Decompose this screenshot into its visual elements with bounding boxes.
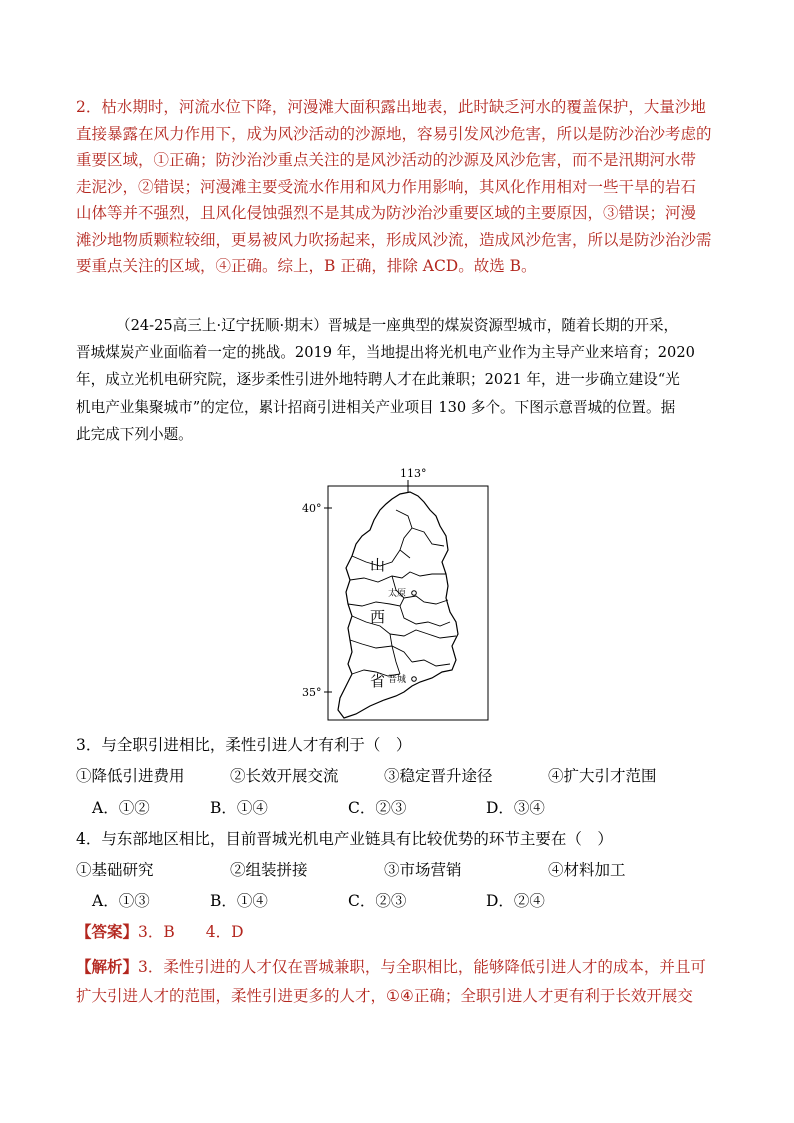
question-4-option-2: ②组装拼接 xyxy=(230,861,308,879)
question-4-choice-c[interactable]: C．②③ xyxy=(348,892,407,910)
question-3-choice-a[interactable]: A．①② xyxy=(92,799,150,817)
text-line: 晋城煤炭产业面临着一定的挑战。2019 年，当地提出将光机电产业作为主导产业来培育；2020 xyxy=(76,344,695,362)
text-line: 滩沙地物质颗粒较细，更易被风力吹扬起来，形成风沙流，造成风沙危害，所以是防沙治沙需 xyxy=(76,230,712,249)
text-line: 扩大引进人才的范围，柔性引进更多的人才， xyxy=(76,987,387,1005)
question-4-choice-b[interactable]: B．①④ xyxy=(210,892,268,910)
question-4-choice-d[interactable]: D．②④ xyxy=(486,892,545,910)
province-char-xi: 西 xyxy=(370,608,386,626)
text-line: 3．柔性引进的人才仅在晋城兼职，与全职相比，能够降低引进人才的成本，并且可 xyxy=(138,958,706,976)
lon-label: 113° xyxy=(400,467,427,480)
question-3-choice-d[interactable]: D．③④ xyxy=(486,799,545,817)
option-ref: ①④ xyxy=(386,987,414,1005)
question-4-option-4: ④材料加工 xyxy=(548,861,626,879)
question-3-option-1: ①降低引进费用 xyxy=(76,767,185,785)
text-line: （24-25高三上·辽宁抚顺·期末）晋城是一座典型的煤炭资源型城市，随着长期的开采， xyxy=(116,317,679,334)
city-marker-taiyuan xyxy=(412,591,417,596)
answer-text: 3．B 4．D xyxy=(138,923,244,941)
text-line: 重要区域，①正确；防沙治沙重点关注的是风沙活动的沙源及风沙危害，而不是汛期河水带 xyxy=(76,151,697,169)
analysis-tag: 【解析】 xyxy=(76,957,139,976)
question-3-stem: 3．与全职引进相比，柔性引进人才有利于（ ） xyxy=(76,736,412,754)
shanxi-map-figure xyxy=(300,466,500,726)
city-label-jincheng: 晋城 xyxy=(388,675,407,685)
lat-label-top: 40° xyxy=(302,502,322,515)
answer-tag: 【答案】 xyxy=(76,922,139,941)
text-line: 要重点关注的区域，④正确。综上，B 正确，排除 ACD。故选 B。 xyxy=(76,257,537,275)
question-3-option-2: ②长效开展交流 xyxy=(230,767,339,785)
lat-label-bottom: 35° xyxy=(302,686,322,699)
question-3-choice-c[interactable]: C．②③ xyxy=(348,799,407,817)
text-line: 年，成立光机电研究院，逐步柔性引进外地特聘人才在此兼职；2021 年，进一步确立建设“光 xyxy=(76,371,680,389)
question-4-option-1: ①基础研究 xyxy=(76,861,154,879)
material-paragraph xyxy=(76,312,726,448)
question-3-choice-b[interactable]: B．①④ xyxy=(210,799,268,817)
text-line: 直接暴露在风力作用下，成为风沙活动的沙源地，容易引发风沙危害，所以是防沙治沙考虑的 xyxy=(76,124,712,143)
text-line: 走泥沙，②错误；河漫滩主要受流水作用和风力作用影响，其风化作用相对一些干旱的岩石 xyxy=(76,177,697,196)
text-line: 正确；全职引进人才更有利于长效开展交 xyxy=(413,987,693,1005)
province-char-shan: 山 xyxy=(370,556,386,574)
shanxi-map xyxy=(300,466,500,726)
analysis-q2-paragraph xyxy=(76,94,726,280)
question-4-option-3: ③市场营销 xyxy=(384,861,462,879)
question-3-option-4: ④扩大引才范围 xyxy=(548,767,657,785)
text-line: 2．枯水期时，河流水位下降，河漫滩大面积露出地表，此时缺乏河水的覆盖保护，大量沙地 xyxy=(76,98,706,116)
text-line: 山体等并不强烈，且风化侵蚀强烈不是其成为防沙治沙重要区域的主要原因，③错误；河漫 xyxy=(76,204,697,222)
answer-line xyxy=(76,920,244,942)
city-marker-jincheng xyxy=(412,677,417,682)
province-char-sheng: 省 xyxy=(370,672,386,690)
question-3-option-3: ③稳定晋升途径 xyxy=(384,767,493,785)
analysis-section xyxy=(76,952,726,1011)
text-line: 此完成下列小题。 xyxy=(76,425,193,443)
text-line: 机电产业集聚城市”的定位，累计招商引进相关产业项目 130 多个。下图示意晋城的位置。据 xyxy=(76,398,676,416)
city-label-taiyuan: 太原 xyxy=(388,589,407,599)
question-4-choice-a[interactable]: A．①③ xyxy=(92,892,150,910)
question-4-stem: 4．与东部地区相比，目前晋城光机电产业链具有比较优势的环节主要在（ ） xyxy=(76,830,613,848)
